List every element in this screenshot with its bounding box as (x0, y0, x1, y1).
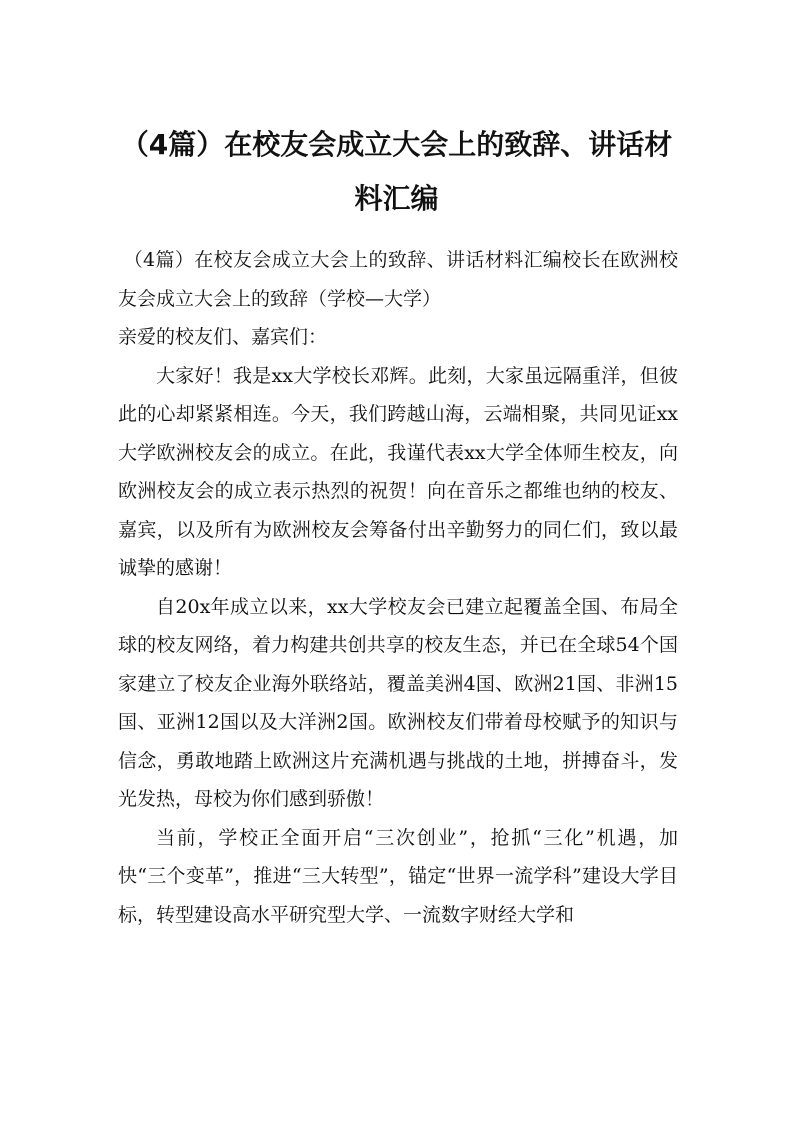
salutation: 亲爱的校友们、嘉宾们： (118, 326, 328, 348)
body-paragraph: 当前，学校正全面开启“三次创业”，抢抓“三化”机遇，加快“三个变革”，推进“三大转型”，锚定“世界一流学科”建设大学目标，转型建设高水平研究型大学、一流数字财经大学和 (118, 826, 678, 926)
body-paragraph: 自20x年成立以来，xx大学校友会已建立起覆盖全国、布局全球的校友网络，着力构建共创共享的校友生态，并已在全球54个国家建立了校友企业海外联络站，覆盖美洲4国、欧洲21国、非洲15国、亚洲12国以及大洋洲2国。欧洲校友们带着母校赋予的知识与信念，勇敢地踏上欧洲这片充满机遇与挑战的土地，拼搏奋斗，发光发热，母校为你们感到骄傲！ (118, 595, 678, 810)
lead-paragraph: （4篇）在校友会成立大会上的致辞、讲话材料汇编校长在欧洲校友会成立大会上的致辞（学校—大学） (118, 249, 678, 310)
document-title: （4篇）在校友会成立大会上的致辞、讲话材料汇编 (120, 128, 673, 215)
document-body (118, 241, 678, 934)
body-paragraph: 大家好！我是xx大学校长邓辉。此刻，大家虽远隔重洋，但彼此的心却紧紧相连。今天，我们跨越山海，云端相聚，共同见证xx大学欧洲校友会的成立。在此，我谨代表xx大学全体师生校友，向欧洲校友会的成立表示热烈的祝贺！向在音乐之都维也纳的校友、嘉宾，以及所有为欧洲校友会筹备付出辛勤努力的同仁们，致以最诚挚的感谢！ (118, 364, 678, 579)
